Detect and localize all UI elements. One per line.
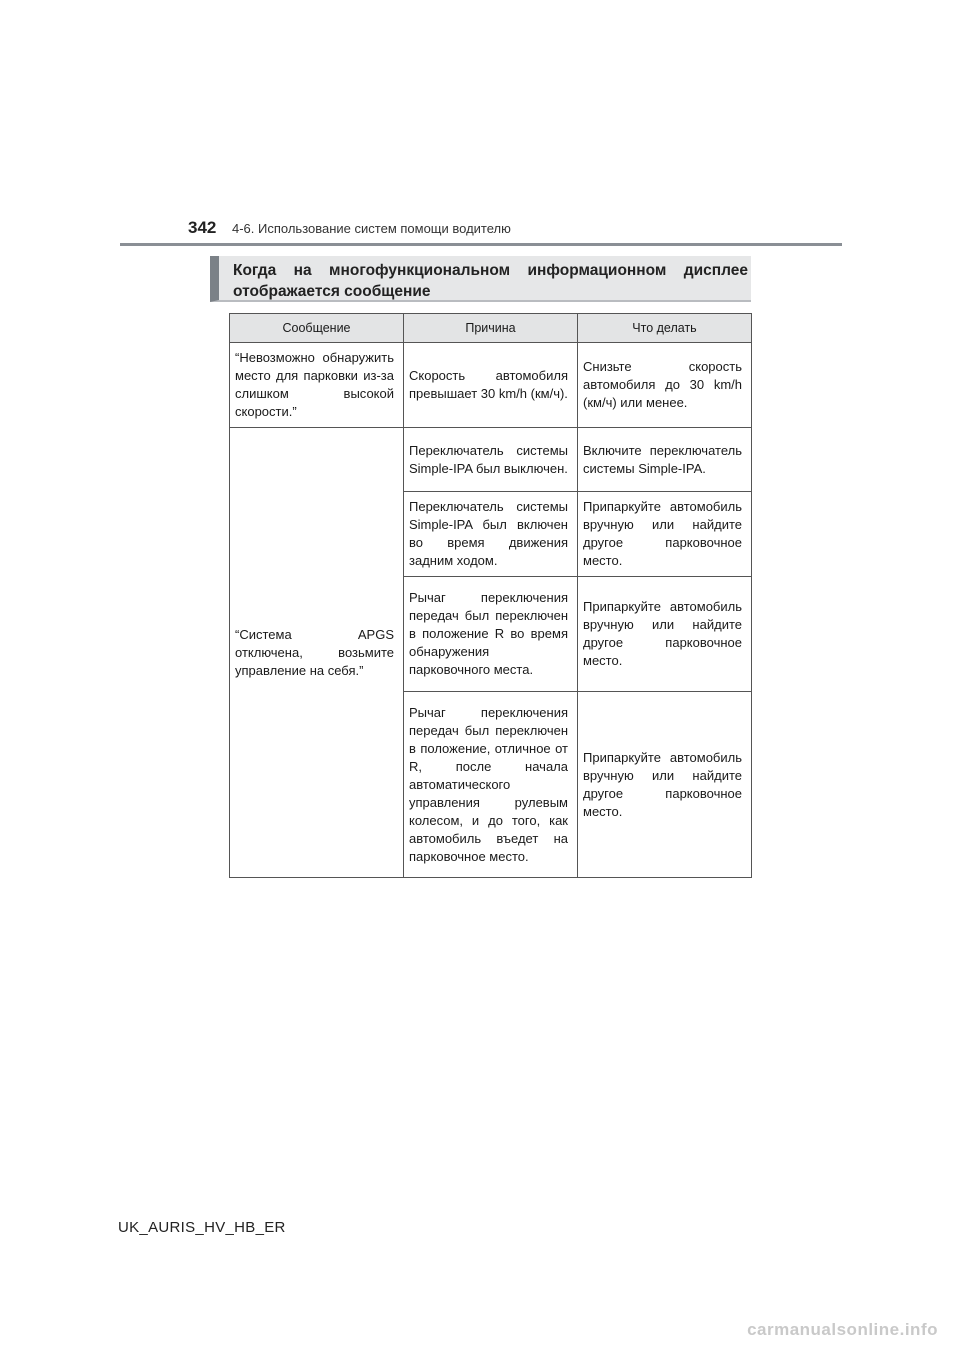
action-cell (578, 428, 752, 492)
cause-text: Переключатель системы Simple-IPA был выключен. (409, 442, 568, 476)
action-cell (578, 577, 752, 692)
table-header-row (230, 314, 752, 343)
cause-cell (404, 577, 578, 692)
cause-cell (404, 692, 578, 878)
header-message: Сообщение (230, 314, 404, 343)
page-number: 342 (188, 218, 217, 237)
document-code: UK_AURIS_HV_HB_ER (118, 1219, 286, 1236)
action-cell (578, 492, 752, 577)
watermark: carmanualsonline.info (747, 1320, 938, 1339)
header-cause: Причина (404, 314, 578, 343)
message-cell (230, 343, 404, 428)
cause-text: Рычаг переключения передач был переключен в положение R во время обнаружения парковочного места. (409, 590, 568, 677)
cause-cell (404, 492, 578, 577)
action-cell (578, 343, 752, 428)
action-text: Включите переключатель системы Simple-IPA. (583, 442, 742, 476)
message-table (229, 313, 752, 878)
section-title (233, 260, 748, 302)
action-cell (578, 692, 752, 878)
table-row (230, 343, 752, 428)
action-text: Припаркуйте автомобиль вручную или найдите другое парковочное место. (583, 499, 742, 568)
message-text: “Невозможно обнаружить место для парковки из-за слишком высокой скорости.” (235, 350, 394, 419)
message-cell (230, 428, 404, 878)
header-divider (120, 243, 842, 246)
cause-text: Переключатель системы Simple-IPA был включен во время движения задним ходом. (409, 499, 568, 568)
section-title-line1: Когда на многофункциональном информационном дисплее (233, 262, 748, 279)
cause-cell (404, 343, 578, 428)
header-action: Что делать (578, 314, 752, 343)
cause-text: Рычаг переключения передач был переключен в положение, отличное от R, после начала автоматического управления рулевым колесом, и до того, как автомобиль въедет на парковочное место. (409, 704, 568, 864)
section-title-line2: отображается сообщение (233, 283, 431, 300)
action-text: Припаркуйте автомобиль вручную или найдите другое парковочное место. (583, 599, 742, 668)
chapter-title: 4-6. Использование систем помощи водителю (232, 221, 511, 236)
section-heading (210, 256, 751, 302)
action-text: Припаркуйте автомобиль вручную или найдите другое парковочное место. (583, 749, 742, 819)
cause-cell (404, 428, 578, 492)
table-row (230, 428, 752, 492)
action-text: Снизьте скорость автомобиля до 30 km/h (км/ч) или менее. (583, 359, 742, 410)
message-text: “Система APGS отключена, возьмите управление на себя.” (235, 626, 394, 678)
cause-text: Скорость автомобиля превышает 30 km/h (км/ч). (409, 368, 568, 401)
